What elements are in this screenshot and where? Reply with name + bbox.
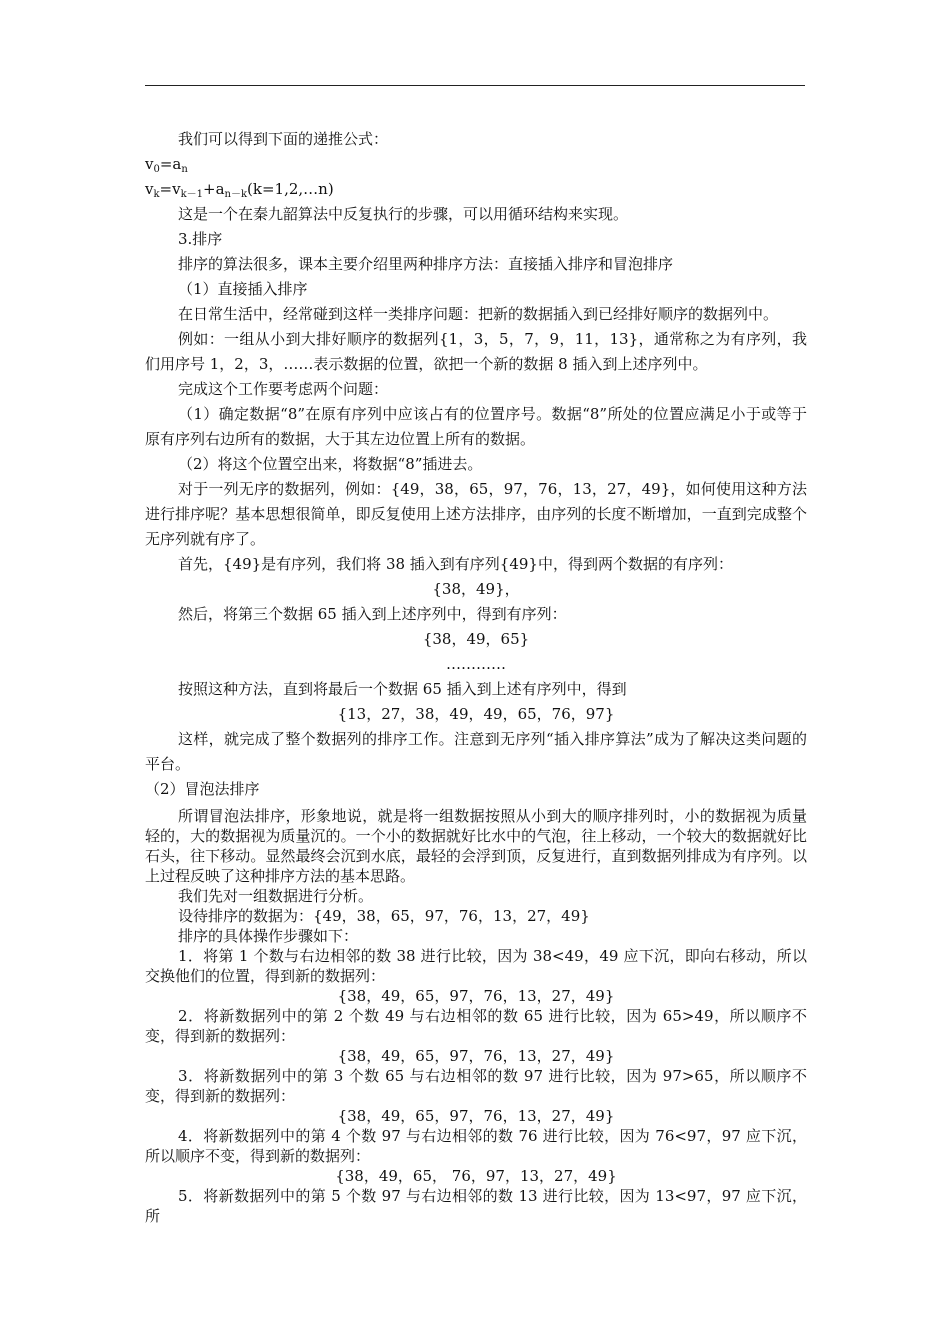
- header-rule: [145, 85, 805, 86]
- subheading-insertion-sort: （1）直接插入排序: [178, 280, 308, 298]
- paragraph: 在日常生活中，经常碰到这样一类排序问题：把新的数据插入到已经排好顺序的数据列中。: [178, 305, 779, 323]
- paragraph: 这样，就完成了整个数据列的排序工作。注意到无序列“插入排序算法”成为了解决这类问题的平台。: [145, 730, 807, 773]
- intro-text: 我们可以得到下面的递推公式：: [178, 130, 389, 148]
- paragraph: 所谓冒泡法排序，形象地说，就是将一组数据按照从小到大的顺序排列时，小的数据视为质量轻的，大的数据视为质量沉的。一个小的数据就好比水中的气泡，往上移动，一个较大的数据就好比石头，往下移动。显然最终会沉到水底，最轻的会浮到顶，反复进行，直到数据列排成为有序列。以上过程反映了这种排序方法的基本思路。: [145, 807, 807, 885]
- step-paragraph: 4．将新数据列中的第 4 个数 97 与右边相邻的数 76 进行比较，因为 76<97，97 应下沉，所以顺序不变，得到新的数据列：: [145, 1127, 807, 1165]
- paragraph: 我们先对一组数据进行分析。: [178, 887, 374, 905]
- sequence-line: {38，49，65， 76，97，13，27，49}: [335, 1167, 617, 1185]
- sequence-line: {38，49，65，97，76，13，27，49}: [337, 1107, 615, 1125]
- section-heading-sort: 3.排序: [178, 230, 223, 248]
- paragraph-loop: 这是一个在秦九韶算法中反复执行的步骤，可以用循环结构来实现。: [178, 205, 629, 223]
- subheading-bubble-sort: （2）冒泡法排序: [145, 780, 260, 798]
- ellipsis-line: …………: [446, 655, 506, 673]
- step-paragraph: 1．将第 1 个数与右边相邻的数 38 进行比较，因为 38<49，49 应下沉，即向右移动，所以交换他们的位置，得到新的数据列：: [145, 947, 807, 985]
- sequence-line: {38，49}，: [432, 580, 520, 598]
- paragraph: 排序的具体操作步骤如下：: [178, 927, 359, 945]
- formula-vk: $v_k=v_{k-1}+a_{n-k}(k=1,2,\dots n)$: [145, 180, 334, 200]
- paragraph: （2）将这个位置空出来，将数据“8”插进去。: [178, 455, 483, 473]
- step-paragraph: 2．将新数据列中的第 2 个数 49 与右边相邻的数 65 进行比较，因为 65>49，所以顺序不变，得到新的数据列：: [145, 1007, 807, 1045]
- sequence-line: {38，49，65，97，76，13，27，49}: [337, 987, 615, 1005]
- paragraph: 首先，{49}是有序列，我们将 38 插入到有序列{49}中，得到两个数据的有序列：: [178, 555, 733, 573]
- sequence-line: {38，49，65，97，76，13，27，49}: [337, 1047, 615, 1065]
- sequence-line: {38，49，65}: [422, 630, 530, 648]
- step-paragraph: 3．将新数据列中的第 3 个数 65 与右边相邻的数 97 进行比较，因为 97>65，所以顺序不变，得到新的数据列：: [145, 1067, 807, 1105]
- sequence-line: {13，27，38，49，49，65，76，97}: [337, 705, 615, 723]
- paragraph: （1）确定数据“8”在原有序列中应该占有的位置序号。数据“8”所处的位置应满足小于或等于原有序列右边所有的数据，大于其左边位置上所有的数据。: [145, 405, 807, 448]
- formula-v0: $v_0=a_n$: [145, 155, 188, 175]
- paragraph-sort-intro: 排序的算法很多，课本主要介绍里两种排序方法：直接插入排序和冒泡排序: [178, 255, 674, 273]
- document-body: [145, 127, 807, 1226]
- paragraph: 完成这个工作要考虑两个问题：: [178, 380, 389, 398]
- step-paragraph: 5．将新数据列中的第 5 个数 97 与右边相邻的数 13 进行比较，因为 13<97，97 应下沉，所: [145, 1187, 807, 1225]
- paragraph: 对于一列无序的数据列，例如：{49，38，65，97，76，13，27，49}，如何使用这种方法进行排序呢？基本思想很简单，即反复使用上述方法排序，由序列的长度不断增加，一直到完成整个无序列就有序了。: [145, 480, 807, 548]
- paragraph: 按照这种方法，直到将最后一个数据 65 插入到上述有序列中，得到: [178, 680, 627, 698]
- paragraph: 设待排序的数据为：{49，38，65，97，76，13，27，49}: [178, 907, 590, 925]
- bubble-sort-section: [145, 802, 807, 1226]
- paragraph: 例如：一组从小到大排好顺序的数据列{1，3，5，7，9，11，13}，通常称之为有序列，我们用序号 1，2，3，……表示数据的位置，欲把一个新的数据 8 插入到上述序列中。: [145, 330, 807, 373]
- paragraph: 然后，将第三个数据 65 插入到上述序列中，得到有序列：: [178, 605, 567, 623]
